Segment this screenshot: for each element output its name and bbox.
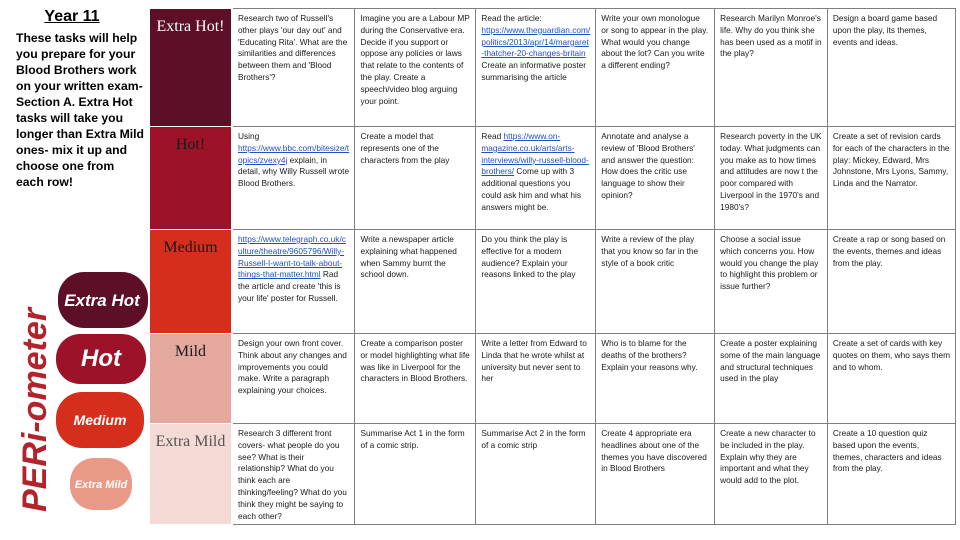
logo-bulb-extra-hot (58, 272, 148, 328)
logo-bulb-hot (56, 334, 146, 384)
task-cell: Do you think the play is effective for a modern audience? Explain your reasons linked to the play (476, 230, 596, 334)
level-mild: Mild (150, 334, 232, 424)
task-cell: Write a review of the play that you know so far in the style of a book critic (596, 230, 715, 334)
task-text: Read (481, 131, 504, 141)
task-cell: Design a board game based upon the play, its themes, events and ideas. (827, 9, 955, 127)
task-cell: Imagine you are a Labour MP during the Conservative era. Decide if you support or oppose any policies or laws that relate to the contents of the play. Create a speech/video blog arguing your point. (355, 9, 476, 127)
bbc-bitesize-link[interactable]: https://www.bbc.com/bitesize/topics/zvexy4j (237, 142, 350, 165)
logo-bulb-extra-mild (70, 458, 132, 510)
task-cell: Create a poster explaining some of the main language and structural techniques used in the play (715, 334, 828, 424)
task-cell: Annotate and analyse a review of 'Blood Brothers' and answer the question: How does the critic use language to show their opinion? (596, 127, 715, 230)
task-cell: Research poverty in the UK today. What judgments can you make as to how times and attitudes are now t the poor compared with Liverpool in the 1970's and 1980's? (715, 127, 828, 230)
task-row-hot (150, 127, 956, 230)
interview-link[interactable]: https://www.on-magazine.co.uk/arts/arts-interviews/willy-russell-blood-brothers/ (481, 131, 589, 177)
task-row-medium (150, 230, 956, 334)
logo-level-medium: Medium (73, 412, 127, 428)
level-hot: Hot! (150, 127, 232, 230)
task-cell (476, 9, 596, 127)
task-cell: Summarise Act 2 in the form of a comic strip (476, 424, 596, 525)
task-cell (232, 230, 355, 334)
left-panel (0, 0, 150, 540)
task-cell: Choose a social issue which concerns you. How would you change the play to highlight this problem or issue further? (715, 230, 828, 334)
task-cell: Create 4 appropriate era headlines about one of the themes you have discovered in Blood Brothers (596, 424, 715, 525)
task-cell (476, 127, 596, 230)
task-row-mild (150, 334, 956, 424)
task-cell: Research Marilyn Monroe's life. Why do you think she has been used as a motif in the play? (715, 9, 828, 127)
task-cell: Who is to blame for the deaths of the brothers? Explain your reasons why. (596, 334, 715, 424)
logo-level-hot: Hot (81, 345, 121, 372)
logo-brand-text: PERi-ometer (16, 307, 54, 512)
task-text: Create an informative poster summarising the article (481, 60, 587, 82)
task-cell: Create a rap or song based on the events, themes and ideas from the play. (827, 230, 955, 334)
task-cell: Write your own monologue or song to appear in the play. What would you change about the lot? Can you write a different ending? (596, 9, 715, 127)
task-text: Come up with 3 additional questions you could ask him and what his answers might be. (481, 166, 581, 212)
task-cell: Create a model that represents one of the characters from the play (355, 127, 476, 230)
task-cell: Create a comparison poster or model highlighting what life was like in Liverpool for the characters in Blood Brothers. (355, 334, 476, 424)
instructions-text: These tasks will help you prepare for your Blood Brothers work on your written exam- Section A. Extra Hot tasks will take you longer than Extra Mild ones- mix it up and choose one from each row! (16, 31, 144, 189)
task-cell (232, 127, 355, 230)
logo-level-extra-mild: Extra Mild (74, 479, 128, 491)
task-cell: Research 3 different front covers- what people do you see? What is their relationship? What do you think each are thinking/feeling? What do you think they might be saying to each other? (232, 424, 355, 525)
task-cell: Write a letter from Edward to Linda that he wrote whilst at university but never sent to her (476, 334, 596, 424)
task-cell: Write a newspaper article explaining what happened when Sammy burnt the school down. (355, 230, 476, 334)
task-text: Read the article: (481, 13, 542, 23)
telegraph-link[interactable]: https://www.telegraph.co.uk/culture/theatre/9605796/Willy-Russell-I-want-to-talk-about-things-that-matter.html (237, 234, 346, 280)
logo-level-extra-hot: Extra Hot (64, 291, 140, 310)
peri-ometer-logo (16, 262, 152, 518)
task-row-extra-mild (150, 424, 956, 525)
task-text: Using (237, 131, 260, 141)
task-cell: Summarise Act 1 in the form of a comic strip. (355, 424, 476, 525)
task-cell: Design your own front cover. Think about any changes and improvements you could make. Write a paragraph explaining your choices. (232, 334, 355, 424)
task-cell: Create a set of revision cards for each of the characters in the play: Mickey, Edward, Mrs Johnstone, Mrs Lyons, Sammy, Linda and the Narrator. (827, 127, 955, 230)
task-text: explain, in detail, why Willy Russell wrote Blood Brothers. (237, 154, 350, 189)
level-extra-hot: Extra Hot! (150, 9, 232, 127)
task-cell: Create a new character to be included in the play. Explain why they are important and what they would add to the plot. (715, 424, 828, 525)
task-text: Rad the article and create 'this is your life' poster for Russell. (237, 269, 341, 303)
level-extra-mild: Extra Mild (150, 424, 232, 525)
task-cell: Create a 10 question quiz based upon the events, themes, characters and ideas from the play. (827, 424, 955, 525)
task-row-extra-hot (150, 9, 956, 127)
logo-bulb-medium (56, 392, 144, 448)
page-title: Year 11 (44, 8, 100, 25)
task-cell: Research two of Russell's other plays 'our day out' and 'Educating Rita'. What are the similarities and differences between them and 'Blood Brothers'? (232, 9, 355, 127)
article-link[interactable]: https://www.theguardian.com/politics/2013/apr/14/margaret-thatcher-20-changes-britain (481, 24, 591, 59)
task-grid (150, 8, 956, 525)
level-medium: Medium (150, 230, 232, 334)
task-cell: Create a set of cards with key quotes on them, who says them and to whom. (827, 334, 955, 424)
